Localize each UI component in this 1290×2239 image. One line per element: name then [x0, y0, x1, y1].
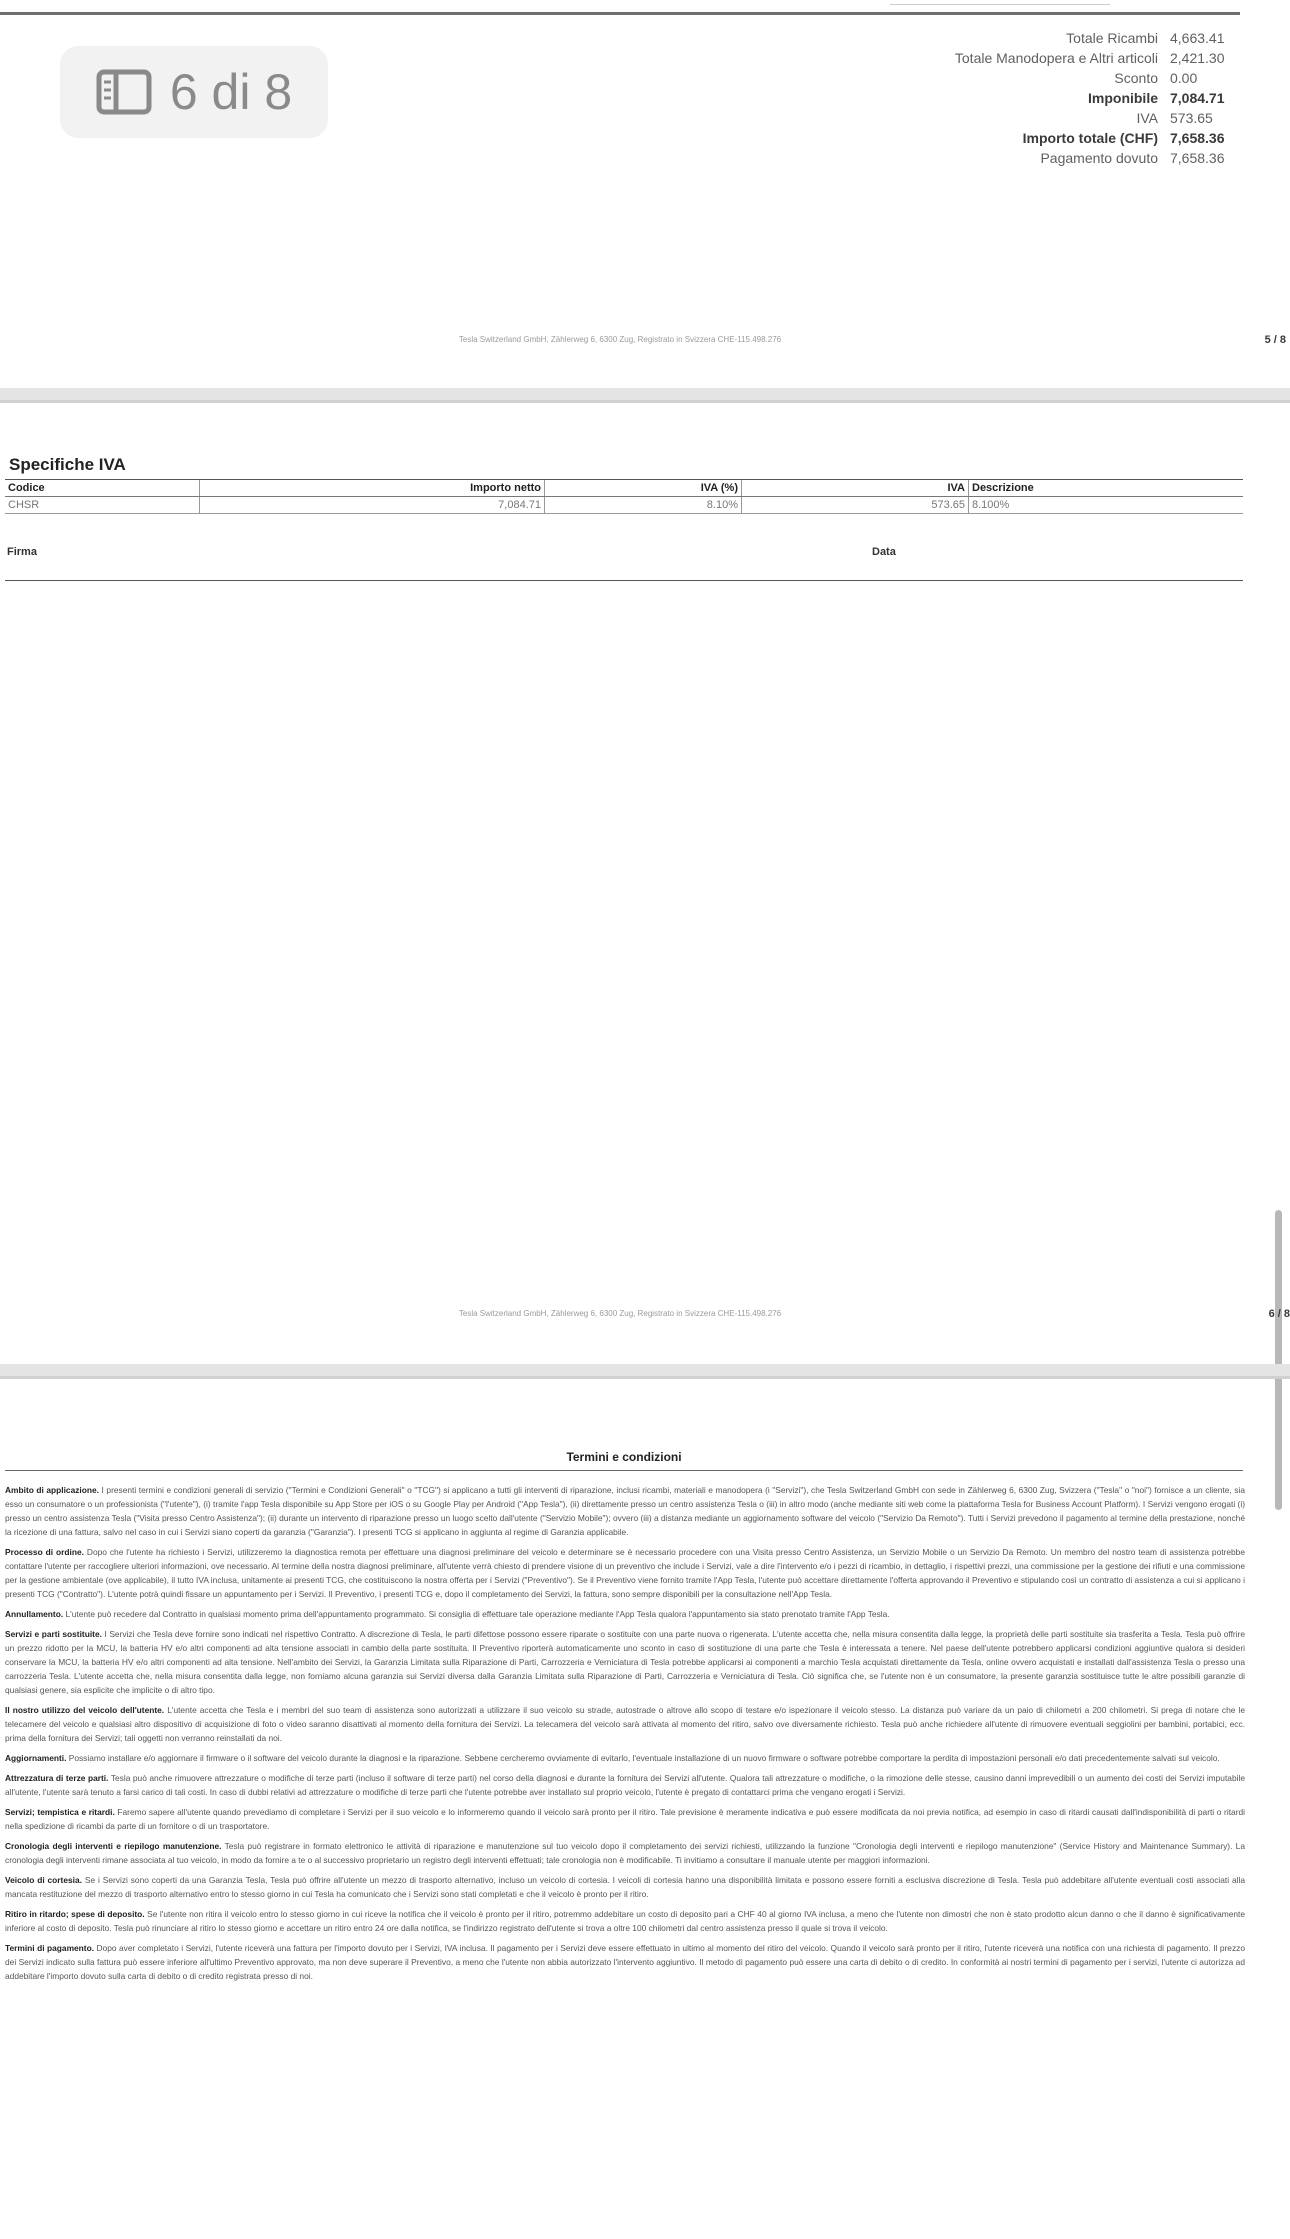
totals-row	[850, 128, 1250, 148]
iva-table	[5, 479, 1243, 514]
page-separator-edge	[0, 1376, 1290, 1379]
totals-label: Importo totale (CHF)	[1022, 130, 1158, 146]
terms-text: I Servizi che Tesla deve fornire sono indicati nel rispettivo Contratto. A discrezione di Tesla, le parti difettose possono essere riparate o sostituite con una parte nuova o rigenerata. L'utente accetta che, nella misura consentita dalla legge, la proprietà delle parti sostituite sia trasferita a Tesla. Tesla può offrire un prezzo ridotto per la MCU, la batteria HV e/o altri componenti ad alta tensione associati in cambio della parte sostituita. Il Preventivo riporterà automaticamente uno sconto in caso di sostituzione di una parte che Tesla è interessata a tenere. Nel paese dell'utente potrebbero applicarsi condizioni aggiuntive qualora si desideri conservare la MCU, la batteria HV e/o altri componenti ad alta tensione. Nell'ambito dei Servizi, la Garanzia Limitata sulla Riparazione di Parti, Carrozzeria e Verniciatura di Tesla potrebbe applicarsi ai componenti a marchio Tesla acquistati direttamente da Tesla, online ovvero acquistati e installati dall'assistenza Tesla o presso una carrozzeria Tesla. L'utente accetta che, nella misura consentita dalla legge, non forniamo alcuna garanzia sui Servizi diversa dalla Garanzia Limitata sulla Riparazione di Parti, Carrozzeria e Verniciatura di Tesla. Ciò significa che, se l'utente non è un consumatore, la presente garanzia sostituisce tutte le altre possibili garanzie di qualsiasi genere, sia esplicite che implicite o di altro tipo.	[5, 1629, 1246, 1695]
iva-col-desc: Descrizione	[969, 480, 1244, 497]
terms-heading: Annullamento.	[5, 1609, 64, 1619]
terms-section	[5, 1545, 1245, 1601]
terms-heading: Ambito di applicazione.	[5, 1485, 99, 1495]
terms-text: I presenti termini e condizioni generali di servizio ("Termini e Condizioni Generali" o "TCG") si applicano a tutti gli interventi di riparazione, inclusi ricambi, materiali e manodopera (i "Servizi"), che Tesla Switzerland GmbH con sede in Zählerweg 6, 6300 Zug, Svizzera ("Tesla" o "noi") fornisce a un cliente, sia esso un consumatore o un professionista ("l'utente"), (i) tramite l'app Tesla disponibile su App Store per iOS o su Google Play per Android ("App Tesla"), (ii) direttamente presso un centro assistenza Tesla o (iii) in altro modo (anche mediante siti web come la piattaforma Tesla for Business Account Platform). I Servizi vengono erogati (i) presso un centro assistenza Tesla ("Visita presso Centro Assistenza"); (ii) durante un intervento di riparazione presso un luogo scelto dall'utente ("Servizio Mobile"); ovvero (iii) a distanza mediante un aggiornamento software del veicolo ("Servizio Da Remoto"). Tutti i Servizi prevedono il pagamento al termine della prestazione, nonché la ricezione di una fattura, salvo nel caso in cui i Servizi siano coperti da garanzia ("Garanzia"). I presenti TCG si applicano in aggiunta al regime di Garanzia applicabile.	[5, 1485, 1246, 1537]
iva-cell-code: CHSR	[5, 497, 200, 514]
totals-label: Totale Manodopera e Altri articoli	[954, 50, 1158, 66]
iva-section-title: Specifiche IVA	[9, 455, 126, 474]
page-number: 5 / 8	[1264, 334, 1286, 346]
sidebar-icon	[96, 69, 152, 115]
totals-top-rule	[0, 12, 1240, 15]
terms-heading: Ritiro in ritardo; spese di deposito.	[5, 1909, 145, 1919]
terms-section	[5, 1873, 1245, 1901]
terms-heading: Il nostro utilizzo del veicolo dell'utente.	[5, 1705, 165, 1715]
vertical-scrollbar[interactable]	[1275, 1210, 1282, 1510]
terms-text: L'utente accetta che Tesla e i membri del suo team di assistenza sono autorizzati a utilizzare il suo veicolo su strade, autostrade o altrove allo scopo di testare e/o ispezionare il veicolo stesso. La distanza può variare da un paio di chilometri a 200 chilometri. Si prega di notare che le telecamere del veicolo e qualsiasi altro dispositivo di acquisizione di foto o video saranno disattivati al momento della fornitura dei Servizi. La telecamera del veicolo sarà attivata al momento del ritiro, salvo ove diversamente richiesto. Tesla può anche richiedere all'utente di rimuovere eventuali seggiolini per bambini, portabici, ecc. prima della fornitura dei Servizi; tali oggetti non verranno reinstallati da noi.	[5, 1705, 1245, 1743]
terms-body	[5, 1483, 1245, 1989]
iva-cell-net: 7,084.71	[200, 497, 545, 514]
terms-text: Possiamo installare e/o aggiornare il firmware o il software del veicolo durante la diagnosi e la riparazione. Sebbene cercheremo ovviamente di evitarlo, l'eventuale installazione di un nuovo firmware o software potrebbe comportare la perdita di impostazioni personali e/o dati precedentemente salvati sul veicolo.	[68, 1753, 1220, 1763]
totals-label: Totale Ricambi	[1066, 30, 1158, 46]
totals-value: 2,421.30	[1170, 50, 1225, 66]
terms-section	[5, 1771, 1245, 1799]
page-footer-company: Tesla Switzerland GmbH, Zählerweg 6, 6300 Zug, Registrato in Svizzera CHE-115.498.276	[458, 335, 782, 344]
iva-col-code: Codice	[5, 480, 200, 497]
terms-section	[5, 1805, 1245, 1833]
totals-value: 573.65	[1170, 110, 1213, 126]
terms-heading: Cronologia degli interventi e riepilogo manutenzione.	[5, 1841, 222, 1851]
totals-value: 4,663.41	[1170, 30, 1225, 46]
terms-heading: Termini di pagamento.	[5, 1943, 95, 1953]
terms-section	[5, 1607, 1245, 1621]
totals-label: IVA	[1136, 110, 1158, 126]
page-separator	[0, 388, 1290, 400]
iva-cell-pct: 8.10%	[545, 497, 742, 514]
page-separator	[0, 1364, 1290, 1376]
terms-title: Termini e condizioni	[566, 1450, 682, 1464]
terms-heading: Servizi; tempistica e ritardi.	[5, 1807, 115, 1817]
totals-label: Sconto	[1114, 70, 1158, 86]
totals-value: 0.00	[1170, 70, 1198, 86]
terms-text: L'utente può recedere dal Contratto in qualsiasi momento prima dell'appuntamento programmato. Si consiglia di effettuare tale operazione mediante l'App Tesla qualora l'appuntamento sia stato prenotato tramite l'App Tesla.	[65, 1609, 890, 1619]
terms-heading: Veicolo di cortesia.	[5, 1875, 82, 1885]
totals-label: Imponibile	[1088, 90, 1158, 106]
terms-heading: Aggiornamenti.	[5, 1753, 67, 1763]
terms-section	[5, 1703, 1245, 1745]
signature-line	[5, 580, 1243, 581]
terms-section	[5, 1941, 1245, 1983]
iva-table-header	[5, 480, 1243, 497]
terms-text: Faremo sapere all'utente quando prevediamo di completare i Servizi per il suo veicolo e lo informeremo quando il veicolo sarà pronto per il ritiro. Tale previsione è meramente indicativa e può essere modificata da noi previa notifica, ad esempio in caso di ritardi causati dall'indisponibilità di parti o ritardi nella spedizione di ricambi da parte di un fornitore o di un trasportatore.	[5, 1807, 1245, 1831]
terms-text: Tesla può registrare in formato elettronico le attività di riparazione e manutenzione sul tuo veicolo dopo il completamento dei servizi richiesti, utilizzando la funzione "Cronologia degli interventi e riepilogo manutenzione" (Service History and Maintenance Summary). La cronologia degli interventi rimane associata al tuo veicolo, in modo da fornire a te o al successivo proprietario un registro degli interventi effettuati; tale cronologia non è modificabile. Ti invitiamo a consultare il manuale utente per maggiori informazioni.	[5, 1841, 1246, 1865]
page-indicator[interactable]	[60, 46, 328, 138]
totals-row	[850, 48, 1250, 68]
terms-text: Se l'utente non ritira il veicolo entro lo stesso giorno in cui riceve la notifica che il veicolo è pronto per il ritiro, potremmo addebitare un costo di deposito pari a CHF 40 al giorno IVA inclusa, a meno che l'utente non dimostri che non è stato prodotto alcun danno o che il danno è significativamente inferiore al costo di deposito. Tesla può rinunciare al ritiro lo stesso giorno e accettare un ritiro entro 24 ore dalla notifica, se l'indirizzo registrato dell'utente si trova a oltre 100 chilometri dal centro assistenza presso il quale si trova il veicolo.	[5, 1909, 1246, 1933]
totals-value: 7,084.71	[1170, 90, 1225, 106]
iva-col-net: Importo netto	[200, 480, 545, 497]
totals-row	[850, 88, 1250, 108]
terms-section	[5, 1907, 1245, 1935]
terms-heading: Attrezzatura di terze parti.	[5, 1773, 109, 1783]
totals-row	[850, 148, 1250, 168]
terms-section	[5, 1751, 1245, 1765]
terms-heading: Servizi e parti sostituite.	[5, 1629, 102, 1639]
signature-label: Firma	[7, 546, 37, 558]
totals-row	[850, 68, 1250, 88]
terms-text: Se i Servizi sono coperti da una Garanzia Tesla, Tesla può offrire all'utente un mezzo di trasporto alternativo, incluso un veicolo di cortesia. I veicoli di cortesia hanno una disponibilità limitata e possono essere forniti a esclusiva discrezione di Tesla. Tesla può addebitare all'utente eventuali costi associati alla mancata restituzione del mezzo di trasporto alternativo entro lo stesso giorno in cui Tesla ha comunicato che i Servizi sono stati completati e che il veicolo è pronto per il ritiro.	[5, 1875, 1246, 1899]
page-footer-company: Tesla Switzerland GmbH, Zählerweg 6, 6300 Zug, Registrato in Svizzera CHE-115.498.276	[458, 1309, 782, 1318]
terms-text: Dopo aver completato i Servizi, l'utente riceverà una fattura per l'importo dovuto per i Servizi, IVA inclusa. Il pagamento per i Servizi deve essere effettuato in ultimo al momento del ritiro del veicolo. Quando il veicolo sarà pronto per il ritiro, l'utente riceverà una notifica con una richiesta di pagamento. Il prezzo dei Servizi indicato sulla fattura può essere inferiore all'ultimo Preventivo approvato, ma non deve superare il Preventivo, a meno che l'utente non abbia autorizzato l'intervento aggiuntivo. Il metodo di pagamento può essere una carta di debito o di credito. In conformità ai nostri termini di pagamento per i servizi, l'utente ci autorizza ad addebitare l'importo dovuto sulla carta di debito o di credito registrata presso di noi.	[5, 1943, 1245, 1981]
totals-row	[850, 108, 1250, 128]
terms-text: Tesla può anche rimuovere attrezzature o modifiche di terze parti (incluso il software di terze parti) nel corso della diagnosi e durante la fornitura dei Servizi all'utente. Qualora tali attrezzature o modifiche, o la rimozione delle stesse, causino danni imprevedibili o un aumento dei costi dei Servizi imputabile all'utente, l'utente sarà tenuto a farsi carico di tali costi. In caso di dubbi relativi ad attrezzature o modifiche di terze parti che l'utente potrebbe aver installato sul proprio veicolo, l'utente è pregato di contattarci prima che vengano erogati i Servizi.	[5, 1773, 1245, 1797]
previous-row-clip	[890, 0, 1110, 5]
terms-section	[5, 1483, 1245, 1539]
totals-value: 7,658.36	[1170, 130, 1225, 146]
iva-col-iva: IVA	[742, 480, 969, 497]
terms-section	[5, 1627, 1245, 1697]
terms-heading: Processo di ordine.	[5, 1547, 84, 1557]
iva-cell-desc: 8.100%	[969, 497, 1244, 514]
terms-text: Dopo che l'utente ha richiesto i Servizi, utilizzeremo la diagnostica remota per effettuare una diagnosi preliminare del veicolo e determinare se è necessario procedere con una Visita presso Centro Assistenza, un Servizio Mobile o un Servizio Da Remoto. Un membro del nostro team di assistenza potrebbe contattare l'utente per raccogliere ulteriori informazioni, ove necessario. Al termine della nostra diagnosi preliminare, all'utente verrà chiesto di prendere visione di un preventivo che include i Servizi, vale a dire l'intervento e/o i pezzi di ricambio, in dettaglio, i rispettivi prezzi, una commissione per la gestione dei rifiuti e una commissione per la gestione ambientale (ove applicabile), il tutto IVA inclusa, unitamente ai presenti TCG, che costituiscono la nostra offerta per i Servizi ("Preventivo"). Se il Preventivo viene fornito tramite l'App Tesla, l'utente può accettare direttamente l'offerta approvando il Preventivo e stipulando così un contratto di assistenza a cui si applicano i presenti TCG ("Contratto"). L'utente potrà quindi fissare un appuntamento per i Servizi. Il Preventivo, i presenti TCG e, dopo il completamento dei Servizi, la fattura, sono sempre disponibili per la consultazione nell'App Tesla.	[5, 1547, 1245, 1599]
page-number: 6 / 8	[1268, 1308, 1290, 1320]
page-indicator-label: 6 di 8	[169, 64, 293, 120]
terms-title-rule	[5, 1470, 1243, 1471]
totals-summary	[850, 28, 1250, 168]
table-row	[5, 497, 1243, 514]
totals-label: Pagamento dovuto	[1040, 150, 1158, 166]
totals-row	[850, 28, 1250, 48]
iva-col-pct: IVA (%)	[545, 480, 742, 497]
iva-cell-iva: 573.65	[742, 497, 969, 514]
date-label: Data	[872, 546, 896, 558]
terms-section	[5, 1839, 1245, 1867]
page-separator-edge	[0, 400, 1290, 403]
totals-value: 7,658.36	[1170, 150, 1225, 166]
